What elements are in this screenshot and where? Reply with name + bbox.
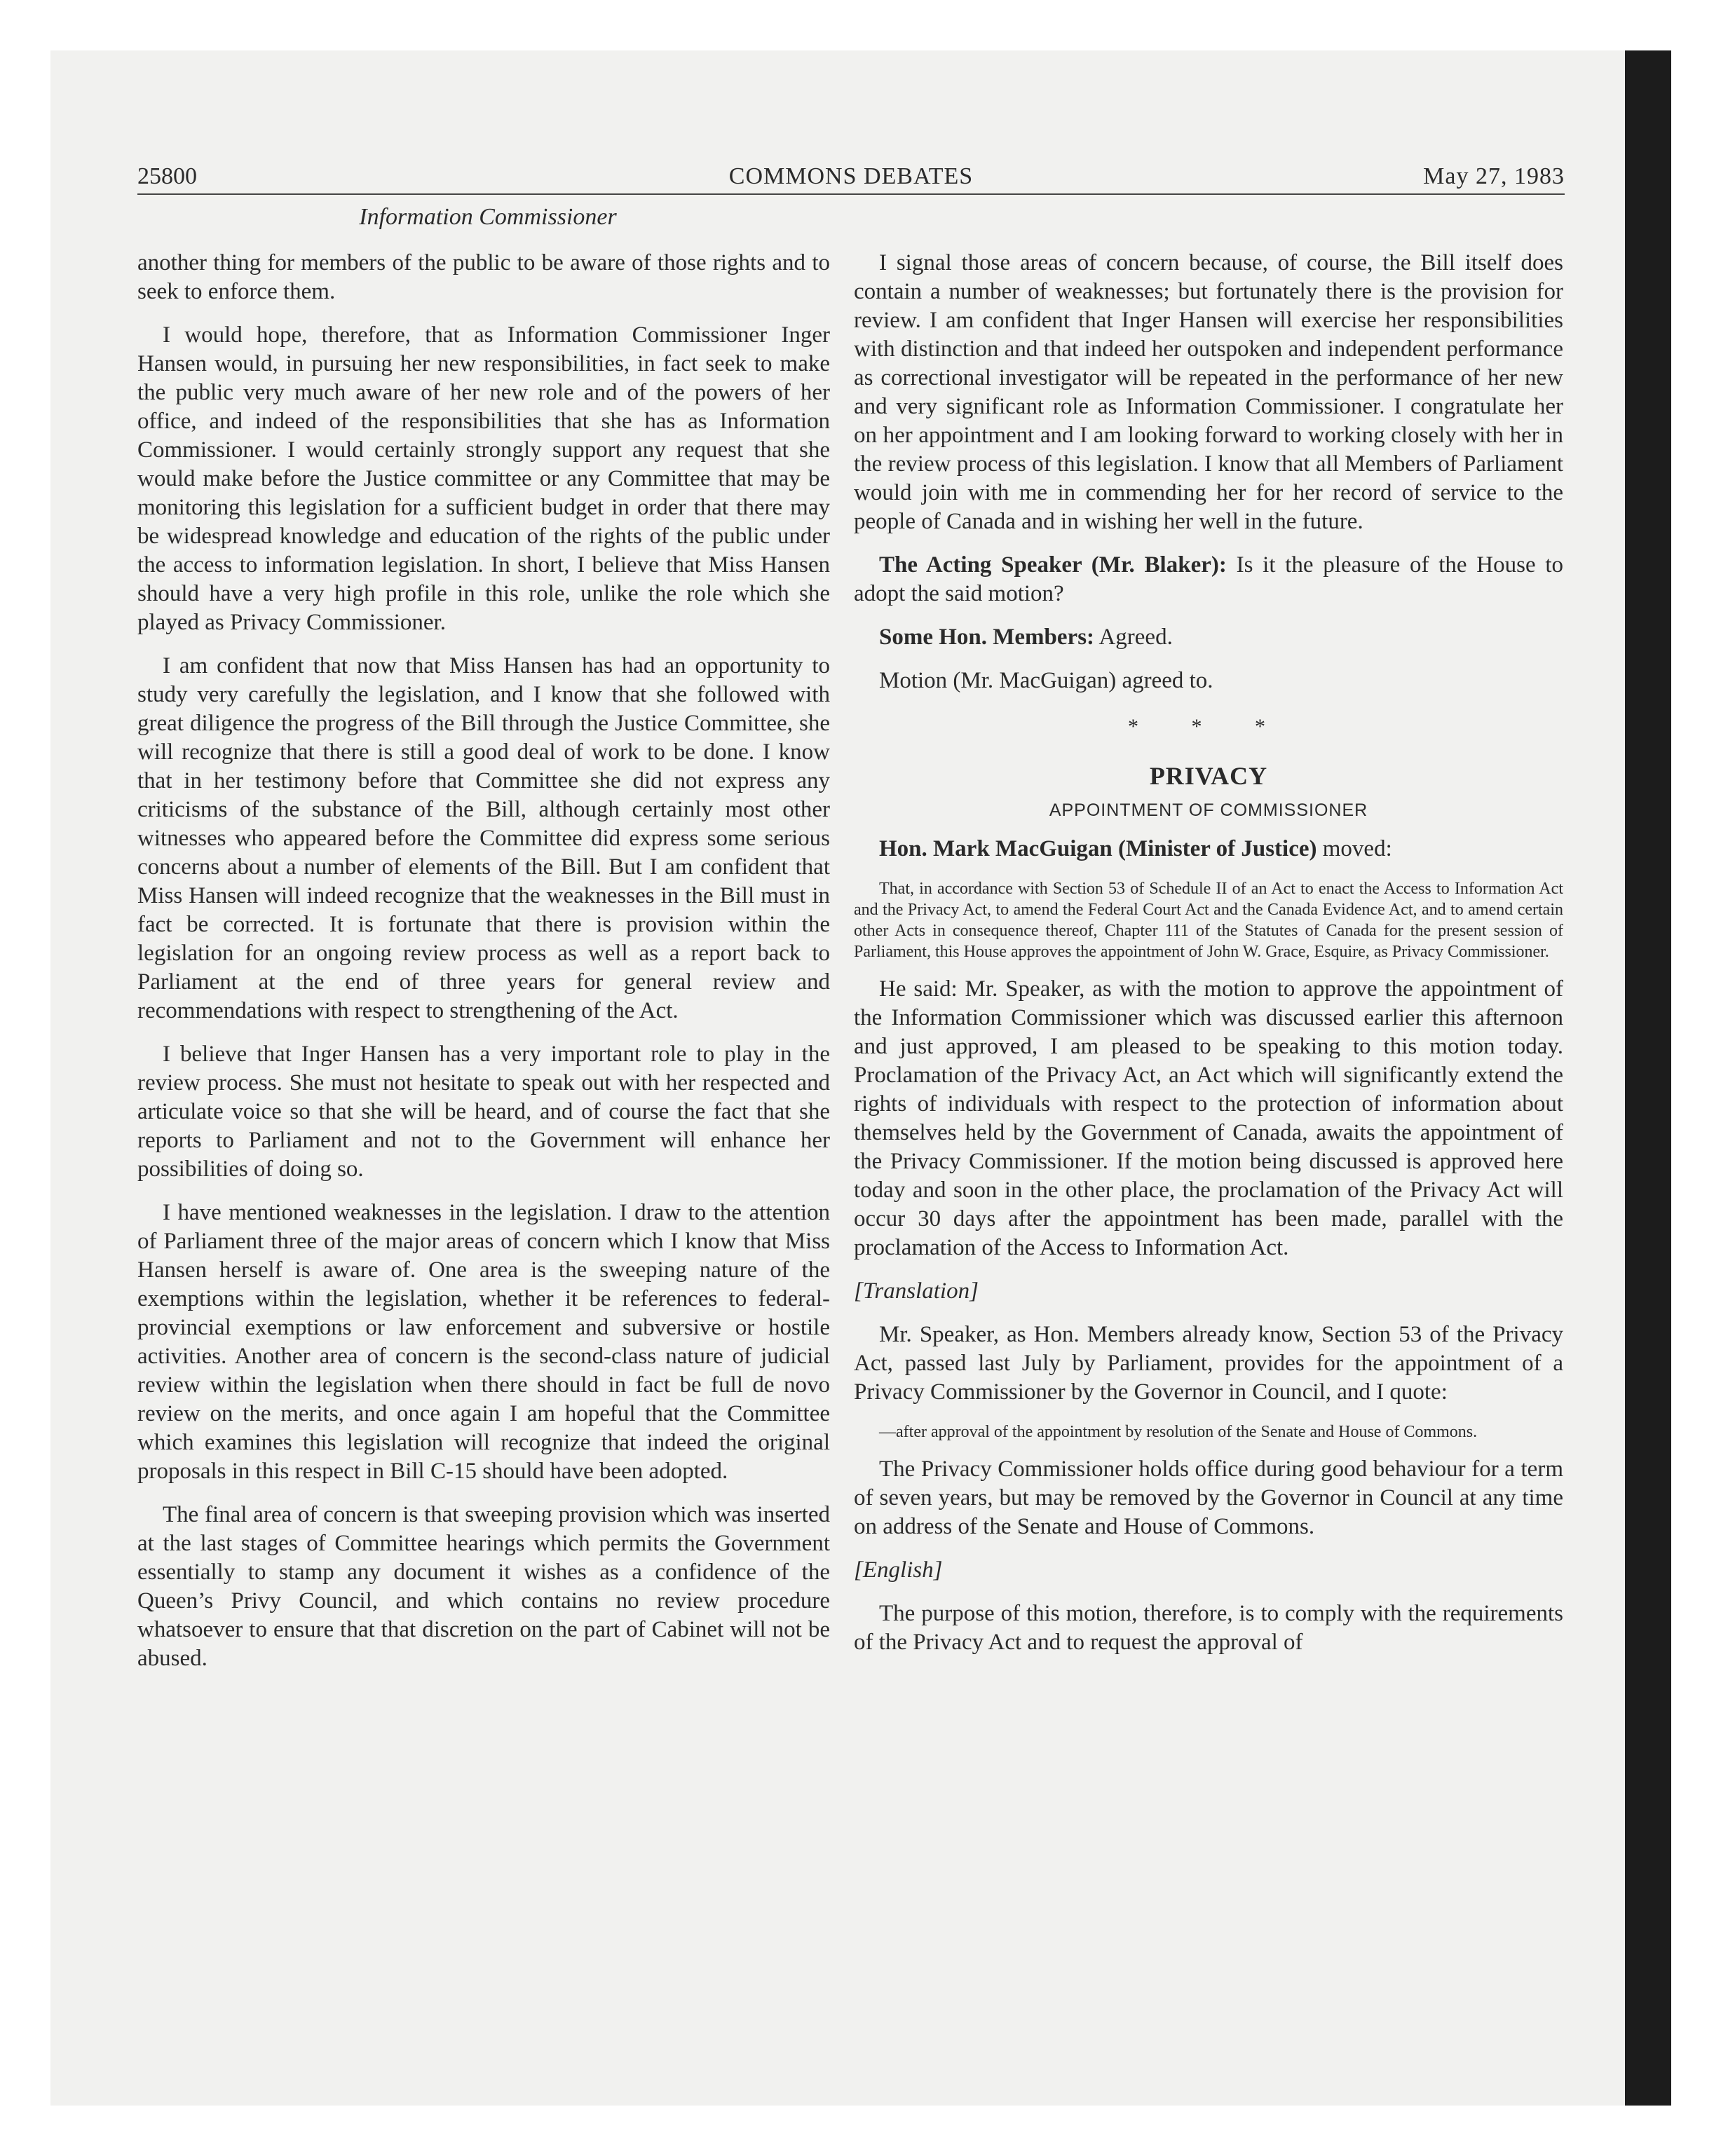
paragraph: The purpose of this motion, therefore, is to comply with the requirements of the Privacy Act and to request the approval of (854, 1601, 1563, 1655)
translation-tag: [Translation] (854, 1278, 979, 1304)
speaker-name: The Acting Speaker (Mr. Blaker): (879, 552, 1227, 578)
section-title: PRIVACY (1149, 762, 1268, 790)
paragraph: another thing for members of the public to be aware of those rights and to seek to enforce them. (137, 250, 830, 304)
members-paragraph (854, 623, 1563, 652)
paragraph: I am confident that now that Miss Hansen has had an opportunity to study very carefully the legislation, and I know that she followed with great diligence the progress of the Bill through the Justice Committee, she will recognize that there is still a good deal of work to be done. I know that in her testimony before that Committee she did not express any criticisms of the substance of the Bill, although certainly most other witnesses who appeared before the Committee did express some serious concerns about a number of elements of the Bill. But I am confident that Miss Hansen will indeed recognize that the weaknesses in the Bill must in fact be corrected. It is fortunate that there is provision within the legislation for an ongoing review process as well as a report back to Parliament at the end of three years for general review and recommendations with respect to strengthening of the Act. (137, 653, 830, 1023)
binding-edge (1625, 50, 1671, 2106)
paragraph: I signal those areas of concern because, of course, the Bill itself does contain a number of weaknesses; but fortunately there is the provision for review. I am confident that Inger Hansen will exercise her responsibilities with distinction and that indeed her outspoken and independent performance as correctional investigator will be repeated in the performance of her new and very significant role as Information Commissioner. I congratulate her on her appointment and I am looking forward to working closely with her in the review process of this legislation. I know that all Members of Parliament would join with me in commending her for her record of service to the people of Canada and in wishing her well in the future. (854, 250, 1563, 534)
right-column (854, 249, 1563, 1672)
publication-title: COMMONS DEBATES (728, 163, 974, 189)
running-head: Information Commissioner (359, 204, 617, 230)
page-number: 25800 (137, 163, 197, 189)
paragraph: He said: Mr. Speaker, as with the motion to approve the appointment of the Information Commissioner which was discussed earlier this afternoon and just approved, I am pleased to be speaking to this motion today. Proclamation of the Privacy Act, an Act which will significantly extend the rights of individuals with respect to the protection of information about themselves held by the Government of Canada, awaits the appointment of the Privacy Commissioner. If the motion being discussed is approved here today and soon in the other place, the proclamation of the Privacy Act will occur 30 days after the appointment has been made, parallel with the proclamation of the Access to Information Act. (854, 976, 1563, 1260)
members-name: Some Hon. Members: (879, 625, 1095, 650)
paragraph: I would hope, therefore, that as Information Commissioner Inger Hansen would, in pursuing her new responsibilities, in fact seek to make the public very much aware of her new role and of the powers of her office, and indeed of the responsibilities that she has as Information Commissioner. I would certainly strongly support any request that she would make before the Justice committee or any Committee that may be monitoring this legislation for a sufficient budget in order that there may be widespread knowledge and education of the rights of the public under the access to information legislation. In short, I believe that Miss Hansen should have a very high profile in this role, unlike the role which she played as Privacy Commissioner. (137, 322, 830, 635)
paragraph: I believe that Inger Hansen has a very important role to play in the review process. She must not hesitate to speak out with her respected and articulate voice so that she will be heard, and of course the fact that she reports to Parliament and not to the Government will enhance her possibilities of doing so. (137, 1042, 830, 1182)
paragraph: The Privacy Commissioner holds office during good behaviour for a term of seven years, but may be removed by the Governor in Council at any time on address of the Senate and House of Commons. (854, 1456, 1563, 1539)
mover-paragraph (854, 835, 1563, 864)
speaker-paragraph (854, 551, 1563, 608)
quotation: —after approval of the appointment by resolution of the Senate and House of Commons. (879, 1423, 1478, 1441)
paragraph: Mr. Speaker, as Hon. Members already know, Section 53 of the Privacy Act, passed last July by Parliament, provides for the appointment of a Privacy Commissioner by the Governor in Council, and I quote: (854, 1322, 1563, 1405)
mover-text: moved: (1316, 836, 1392, 861)
page-header (137, 160, 1565, 195)
issue-date: May 27, 1983 (1423, 163, 1565, 189)
paragraph: I have mentioned weaknesses in the legislation. I draw to the attention of Parliament three of the major areas of concern which I know that Miss Hansen herself is aware of. One area is the sweeping nature of the exemptions within the legislation, whether it be references to federal-provincial exemptions or law enforcement and subversive or hostile activities. Another area of concern is the second-class nature of judicial review within the legislation when there should in fact be full de novo review on the merits, and once again I am hopeful that the Committee which examines this legislation will recognize that indeed the original proposals in this respect in Bill C-15 should have been adopted. (137, 1200, 830, 1484)
section-separator: * * * (1128, 715, 1289, 738)
speaker-text: Is it the pleasure of the House to adopt the said motion? (854, 552, 1563, 606)
left-column (137, 249, 830, 1688)
members-text: Agreed. (1094, 625, 1173, 650)
motion-result: Motion (Mr. MacGuigan) agreed to. (879, 668, 1213, 693)
section-subtitle: APPOINTMENT OF COMMISSIONER (1049, 800, 1368, 820)
english-tag: [English] (854, 1557, 943, 1583)
paragraph: The final area of concern is that sweeping provision which was inserted at the last stages of Committee hearings which permits the Government essentially to stamp any document it wishes as a confidence of the Queen’s Privy Council, and which contains no review procedure whatsoever to ensure that that discretion on the part of Cabinet will not be abused. (137, 1502, 830, 1671)
motion-text: That, in accordance with Section 53 of Schedule II of an Act to enact the Access to Information Act and the Privacy Act, to amend the Federal Court Act and the Canada Evidence Act, and to amend certain other Acts in consequence thereof, Chapter 111 of the Statutes of Canada for the present session of Parliament, this House approves the appointment of John W. Grace, Esquire, as Privacy Commissioner. (854, 880, 1563, 961)
mover-name: Hon. Mark MacGuigan (Minister of Justice) (879, 836, 1317, 861)
